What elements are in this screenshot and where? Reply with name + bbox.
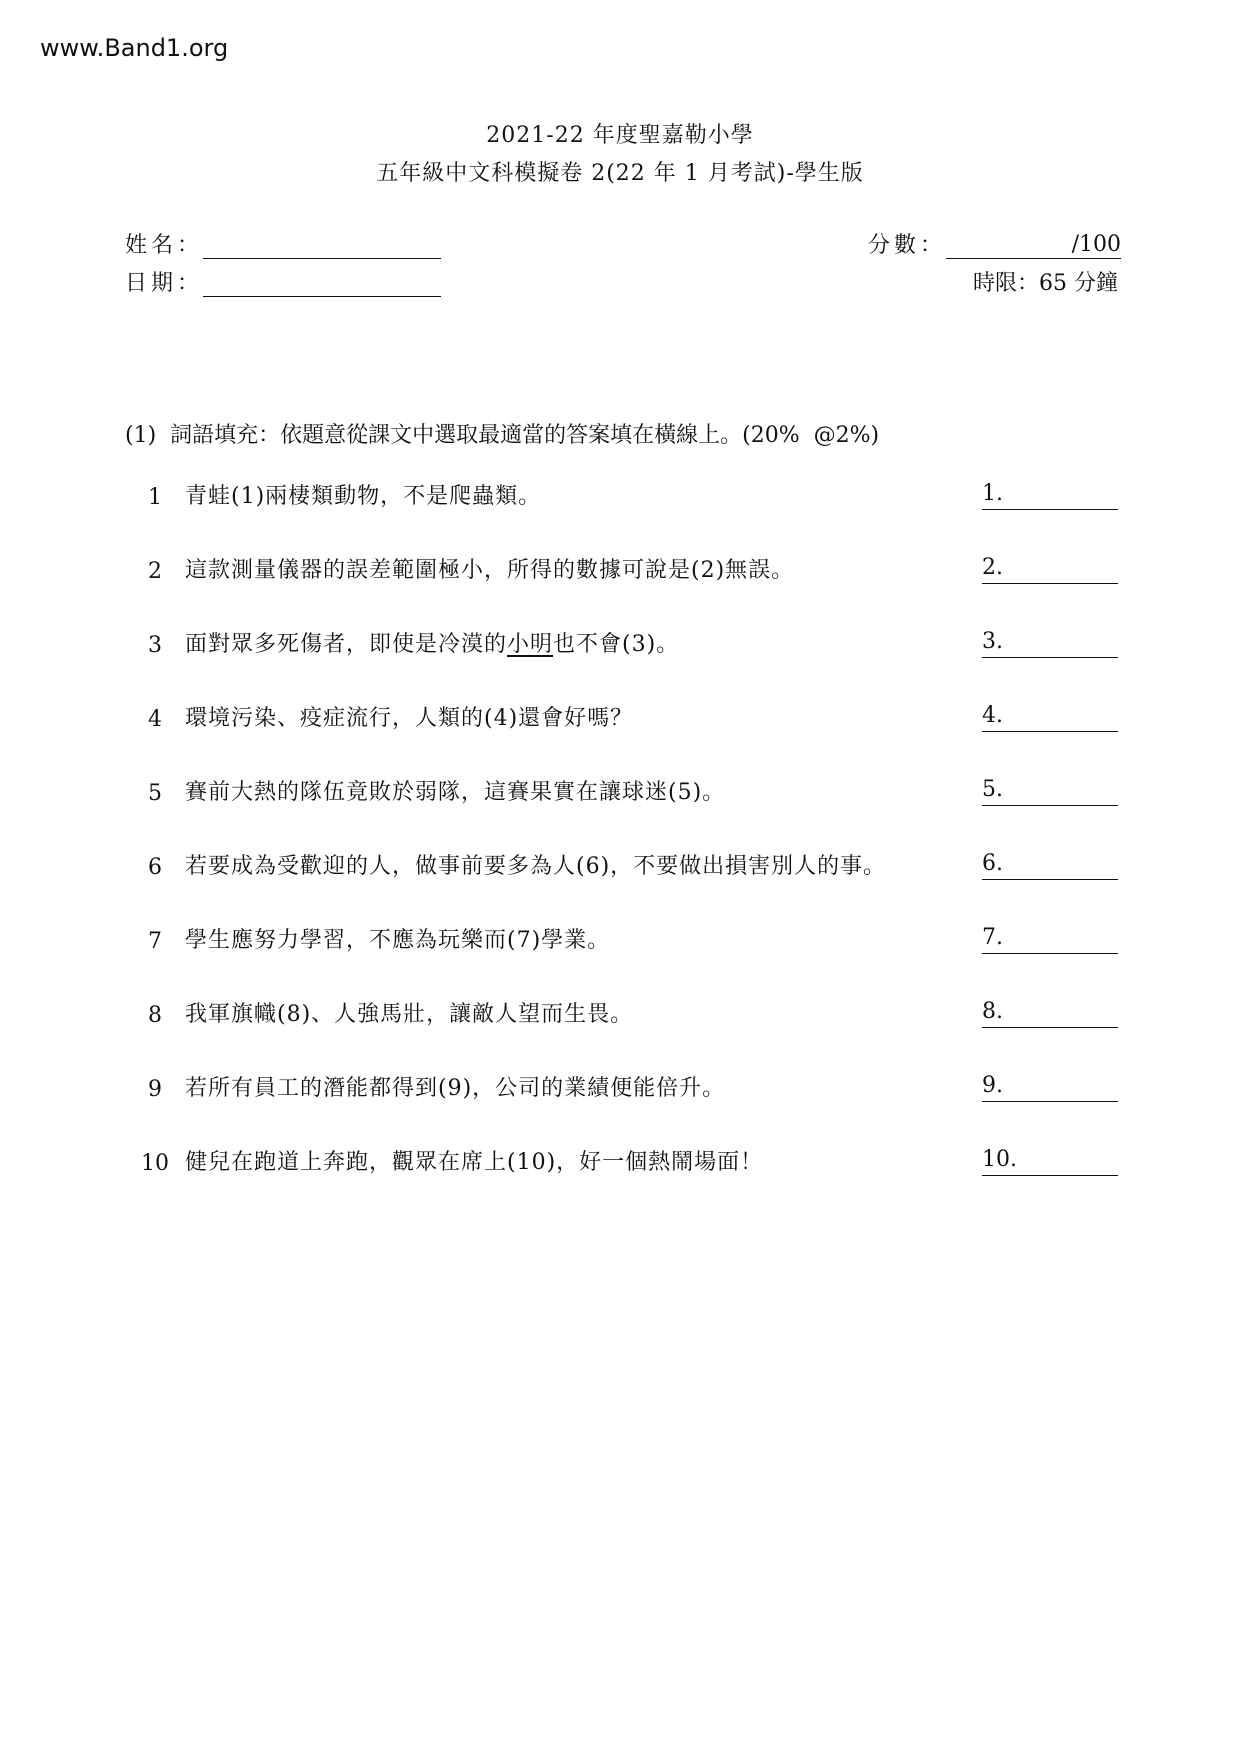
question-text: 面對眾多死傷者，即使是冷漠的小明也不會(3)。	[185, 632, 680, 657]
question-text: 賽前大熱的隊伍竟敗於弱隊，這賽果實在讓球迷(5)。	[185, 780, 726, 805]
question-number: 10	[141, 1151, 169, 1176]
answer-blank[interactable]: 10.	[982, 1147, 1118, 1176]
score-label: 分數：	[868, 233, 947, 258]
question-number: 2	[148, 559, 162, 584]
name-blank[interactable]	[203, 232, 441, 259]
question-row	[125, 840, 1118, 880]
date-label: 日期：	[125, 271, 204, 296]
question-text: 學生應努力學習，不應為玩樂而(7)學業。	[185, 928, 611, 953]
question-row	[125, 1136, 1118, 1176]
question-number: 3	[148, 633, 162, 658]
question-text: 我軍旗幟(8)、人強馬壯，讓敵人望而生畏。	[185, 1002, 634, 1027]
question-text: 若要成為受歡迎的人，做事前要多為人(6)，不要做出損害別人的事。	[185, 854, 887, 879]
question-number: 4	[148, 707, 162, 732]
answer-blank[interactable]: 4.	[982, 703, 1118, 732]
question-row	[125, 544, 1118, 584]
answer-blank[interactable]: 1.	[982, 481, 1118, 510]
question-text: 若所有員工的潛能都得到(9)，公司的業績便能倍升。	[185, 1076, 726, 1101]
date-field[interactable]	[125, 266, 441, 297]
question-row	[125, 1062, 1118, 1102]
date-blank[interactable]	[203, 270, 441, 297]
name-label: 姓名：	[125, 233, 204, 258]
question-text: 這款測量儀器的誤差範圍極小，所得的數據可說是(2)無誤。	[185, 558, 795, 583]
score-blank[interactable]: /100	[946, 232, 1121, 259]
question-row	[125, 914, 1118, 954]
question-number: 5	[148, 781, 162, 806]
answer-blank[interactable]: 5.	[982, 777, 1118, 806]
answer-blank[interactable]: 3.	[982, 629, 1118, 658]
section-title: (1) 詞語填充：依題意從課文中選取最適當的答案填在橫線上。(20% @2%)	[125, 423, 880, 448]
question-number: 1	[148, 485, 162, 510]
answer-blank[interactable]: 9.	[982, 1073, 1118, 1102]
answer-blank[interactable]: 7.	[982, 925, 1118, 954]
school-title: 2021-22 年度聖嘉勒小學	[486, 123, 754, 148]
question-text: 健兒在跑道上奔跑，觀眾在席上(10)，好一個熱鬧場面！	[185, 1150, 764, 1175]
score-field[interactable]	[868, 228, 1121, 259]
question-number: 6	[148, 855, 162, 880]
question-number: 9	[148, 1077, 162, 1102]
answer-blank[interactable]: 2.	[982, 555, 1118, 584]
site-url[interactable]: www.Band1.org	[40, 34, 229, 62]
question-text: 青蛙(1)兩棲類動物，不是爬蟲類。	[185, 484, 542, 509]
question-number: 7	[148, 929, 162, 954]
question-row	[125, 766, 1118, 806]
paper-title: 五年級中文科模擬卷 2(22 年 1 月考試)-學生版	[376, 161, 864, 186]
underlined-name: 小明	[507, 632, 554, 657]
question-row	[125, 692, 1118, 732]
answer-blank[interactable]: 6.	[982, 851, 1118, 880]
question-row	[125, 618, 1118, 658]
question-number: 8	[148, 1003, 162, 1028]
question-row	[125, 470, 1118, 510]
answer-blank[interactable]: 8.	[982, 999, 1118, 1028]
name-field[interactable]	[125, 228, 441, 259]
time-limit: 時限：65 分鐘	[973, 271, 1118, 296]
question-text: 環境污染、疫症流行，人類的(4)還會好嗎？	[185, 706, 634, 731]
question-row	[125, 988, 1118, 1028]
